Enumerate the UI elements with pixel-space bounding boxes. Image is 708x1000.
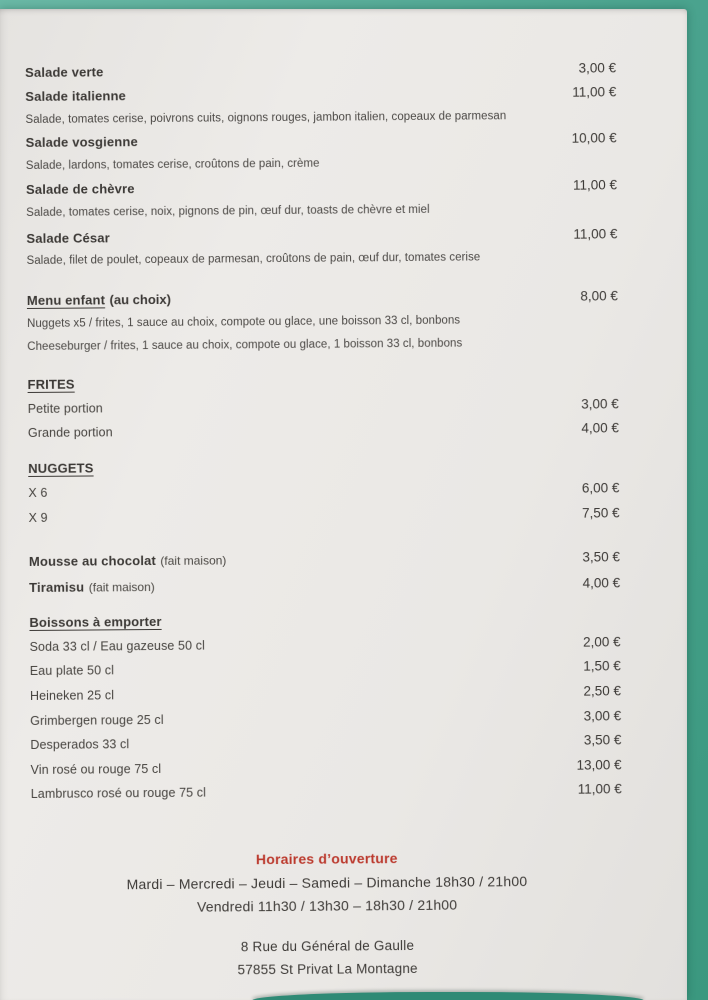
item-name: X 9 bbox=[28, 510, 48, 525]
footer bbox=[31, 844, 623, 983]
item-price: 11,00 € bbox=[572, 84, 617, 100]
section-frites bbox=[27, 368, 619, 446]
item-name-group bbox=[29, 547, 227, 575]
item-name: Eau plate 50 cl bbox=[29, 663, 115, 679]
item-name: Vin rosé ou rouge 75 cl bbox=[30, 761, 162, 777]
item-price: 7,50 € bbox=[581, 505, 620, 521]
item-name-suffix: (fait maison) bbox=[88, 579, 155, 595]
item-description: Salade, filet de poulet, copeaux de parmesan, croûtons de pain, œuf dur, tomates cerise bbox=[26, 251, 481, 268]
menu-paper bbox=[0, 9, 687, 1000]
item-name: Lambrusco rosé ou rouge 75 cl bbox=[30, 785, 207, 802]
item-price: 3,00 € bbox=[581, 395, 619, 412]
address-city: 57855 St Privat La Montagne bbox=[237, 960, 418, 978]
item-name: Heineken 25 cl bbox=[29, 688, 115, 703]
item-name: Grande portion bbox=[27, 425, 113, 441]
section-title: Boissons à emporter bbox=[29, 613, 162, 630]
item-price: 3,50 € bbox=[582, 549, 620, 565]
section-title: NUGGETS bbox=[28, 460, 94, 477]
opening-hours-title: Horaires d’ouverture bbox=[255, 850, 398, 868]
item-price: 3,00 € bbox=[578, 60, 617, 76]
menu-content bbox=[25, 56, 623, 983]
item-description: Cheeseburger / frites, 1 sauce au choix, compote ou glace, 1 boisson 33 cl, bonbons bbox=[27, 337, 463, 353]
item-name: Tiramisu bbox=[29, 579, 85, 595]
item-price: 6,00 € bbox=[581, 480, 620, 496]
item-name: Salade de chèvre bbox=[25, 181, 135, 197]
item-price: 1,50 € bbox=[583, 658, 621, 674]
section-nuggets bbox=[28, 453, 620, 531]
section-title: FRITES bbox=[27, 376, 75, 392]
section-salads bbox=[25, 56, 618, 273]
item-name: Mousse au chocolat bbox=[28, 552, 156, 569]
item-name: X 6 bbox=[28, 485, 48, 501]
section-title: Menu enfant bbox=[26, 292, 106, 309]
item-name: Salade vosgienne bbox=[25, 134, 138, 151]
section-menu-enfant bbox=[27, 285, 619, 359]
address-street: 8 Rue du Général de Gaulle bbox=[240, 937, 415, 955]
item-price: 11,00 € bbox=[573, 225, 618, 242]
item-description: Salade, tomates cerise, noix, pignons de pin, œuf dur, toasts de chèvre et miel bbox=[26, 203, 430, 219]
item-name: Salade César bbox=[26, 229, 110, 246]
menu-item-row bbox=[29, 570, 620, 601]
item-price: 3,50 € bbox=[583, 732, 622, 748]
item-description: Nuggets x5 / frites, 1 sauce au choix, compote ou glace, une boisson 33 cl, bonbons bbox=[27, 314, 461, 330]
item-price: 11,00 € bbox=[577, 781, 622, 797]
item-name: Salade verte bbox=[25, 64, 104, 80]
item-price: 11,00 € bbox=[572, 177, 618, 193]
item-name-group bbox=[29, 574, 155, 601]
section-boissons bbox=[29, 606, 622, 807]
item-description: Salade, lardons, tomates cerise, croûtons de pain, crème bbox=[25, 157, 320, 173]
item-price: 4,00 € bbox=[581, 420, 619, 437]
item-price: 10,00 € bbox=[571, 130, 617, 147]
item-name: Soda 33 cl / Eau gazeuse 50 cl bbox=[29, 638, 205, 654]
menu-item-row bbox=[28, 417, 619, 446]
item-name-suffix: (fait maison) bbox=[160, 553, 227, 568]
item-price: 4,00 € bbox=[582, 575, 621, 591]
item-name-group bbox=[27, 288, 171, 313]
address-block bbox=[32, 932, 623, 983]
item-name-suffix: (au choix) bbox=[109, 292, 171, 308]
menu-item-row bbox=[31, 778, 622, 807]
item-name: Grimbergen rouge 25 cl bbox=[30, 712, 164, 728]
item-name: Petite portion bbox=[27, 400, 103, 416]
item-price: 2,50 € bbox=[583, 683, 622, 699]
item-price: 2,00 € bbox=[582, 634, 621, 650]
opening-hours-line: Mardi – Mercredi – Jeudi – Samedi – Dimanche 18h30 / 21h00 bbox=[126, 872, 528, 893]
item-name: Desperados 33 cl bbox=[30, 737, 130, 753]
item-price: 8,00 € bbox=[580, 288, 618, 304]
item-price: 13,00 € bbox=[576, 757, 622, 773]
section-desserts bbox=[29, 544, 620, 601]
item-description: Salade, tomates cerise, poivrons cuits, oignons rouges, jambon italien, copeaux de parmesan bbox=[25, 109, 507, 126]
item-name: Salade italienne bbox=[25, 88, 127, 104]
opening-hours-line: Vendredi 11h30 / 13h30 – 18h30 / 21h00 bbox=[196, 897, 458, 916]
item-price: 3,00 € bbox=[583, 707, 622, 724]
menu-item-row bbox=[28, 501, 619, 530]
